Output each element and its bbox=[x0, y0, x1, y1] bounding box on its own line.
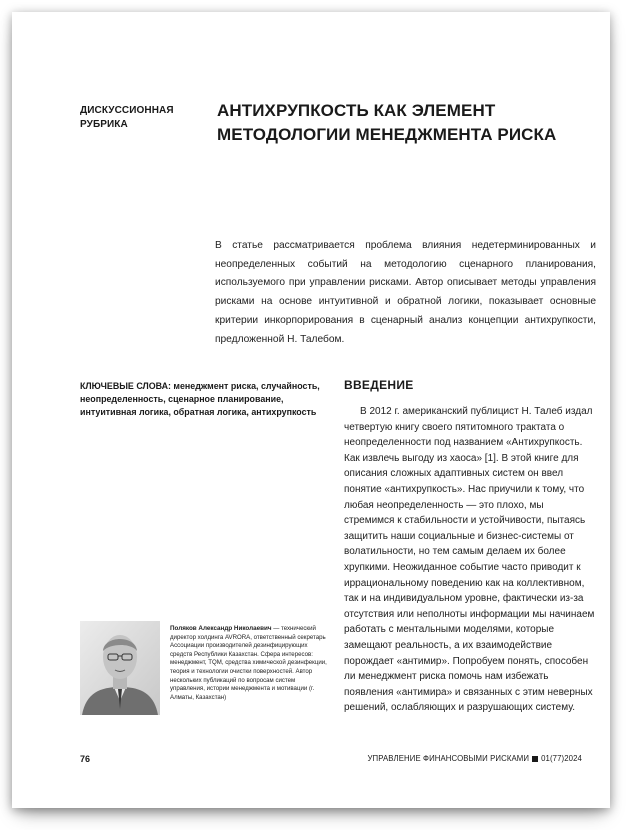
journal-footer bbox=[367, 754, 582, 763]
introduction-paragraph: В 2012 г. американский публицист Н. Талеб издал четвертую книгу своего пятитомного трактата о неопределенности под названием «Антихрупкость. Как извлечь выгоду из хаоса» [1]. В этой книге для описания сложных адаптивных систем он ввел понятие «антихрупкость». Нас приучили к тому, что любая неопределенность — это плохо, мы стремимся к стабильности и устойчивости, пытаясь защитить наши социальные и бизнес-системы от волатильности, но тем самым делаем их более хрупкими. Неожиданное событие часто приводит к иррациональному поведению как на коллективном, так и на индивидуальном уровне, фактически из-за отсутствия или неполноты информации мы начинаем работать с ментальными моделями, которые замещают реальность, а их взаимодействие порождает «антимир». Попробуем понять, способен ли менеджмент риска помочь нам избежать появления «антимира» и связанных с этим неверных решений, ослабляющих и разрушающих систему. bbox=[344, 406, 595, 714]
author-bio bbox=[170, 625, 328, 702]
article-title: АНТИХРУПКОСТЬ КАК ЭЛЕМЕНТ МЕТОДОЛОГИИ МЕНЕДЖМЕНТА РИСКА bbox=[217, 101, 557, 144]
author-description: — технический директор холдинга AVRORA, ответственный секретарь Ассоциации производителей дезинфицирующих средств Республики Казахстан. Сфера интересов: менеджмент, TQM, средства химической дезинфекции, теория и технологии очистки поверхностей. Автор нескольких публикаций по вопросам систем управления, истории менеджмента и мотивации (г. Алматы, Казахстан) bbox=[170, 625, 327, 701]
author-photo bbox=[80, 621, 160, 715]
author-portrait-image bbox=[80, 621, 160, 715]
keywords: КЛЮЧЕВЫЕ СЛОВА: менеджмент риска, случайность, неопределенность, сценарное планирование, интуитивная логика, обратная логика, антихрупкость bbox=[80, 381, 320, 417]
journal-page bbox=[12, 12, 610, 808]
author-name: Поляков Александр Николаевич bbox=[170, 625, 272, 632]
journal-name: УПРАВЛЕНИЕ ФИНАНСОВЫМИ РИСКАМИ bbox=[367, 754, 530, 763]
article-abstract: В статье рассматривается проблема влияния недетерминированных и неопределенных событий на методологию сценарного планирования, используемого при управлении рисками. Автор описывает методы управления рисками на основе интуитивной и обратной логики, показывает основные критерии инкорпорирования в сценарный анализ концепции антихрупкости, предложенной Н. Талебом. bbox=[215, 240, 596, 345]
section-heading-introduction: ВВЕДЕНИЕ bbox=[344, 378, 414, 392]
page-number: 76 bbox=[80, 754, 91, 764]
rubric-label: ДИСКУССИОННАЯ РУБРИКА bbox=[80, 105, 174, 130]
square-separator-icon bbox=[532, 756, 538, 762]
issue-number: 01(77)2024 bbox=[541, 754, 582, 763]
